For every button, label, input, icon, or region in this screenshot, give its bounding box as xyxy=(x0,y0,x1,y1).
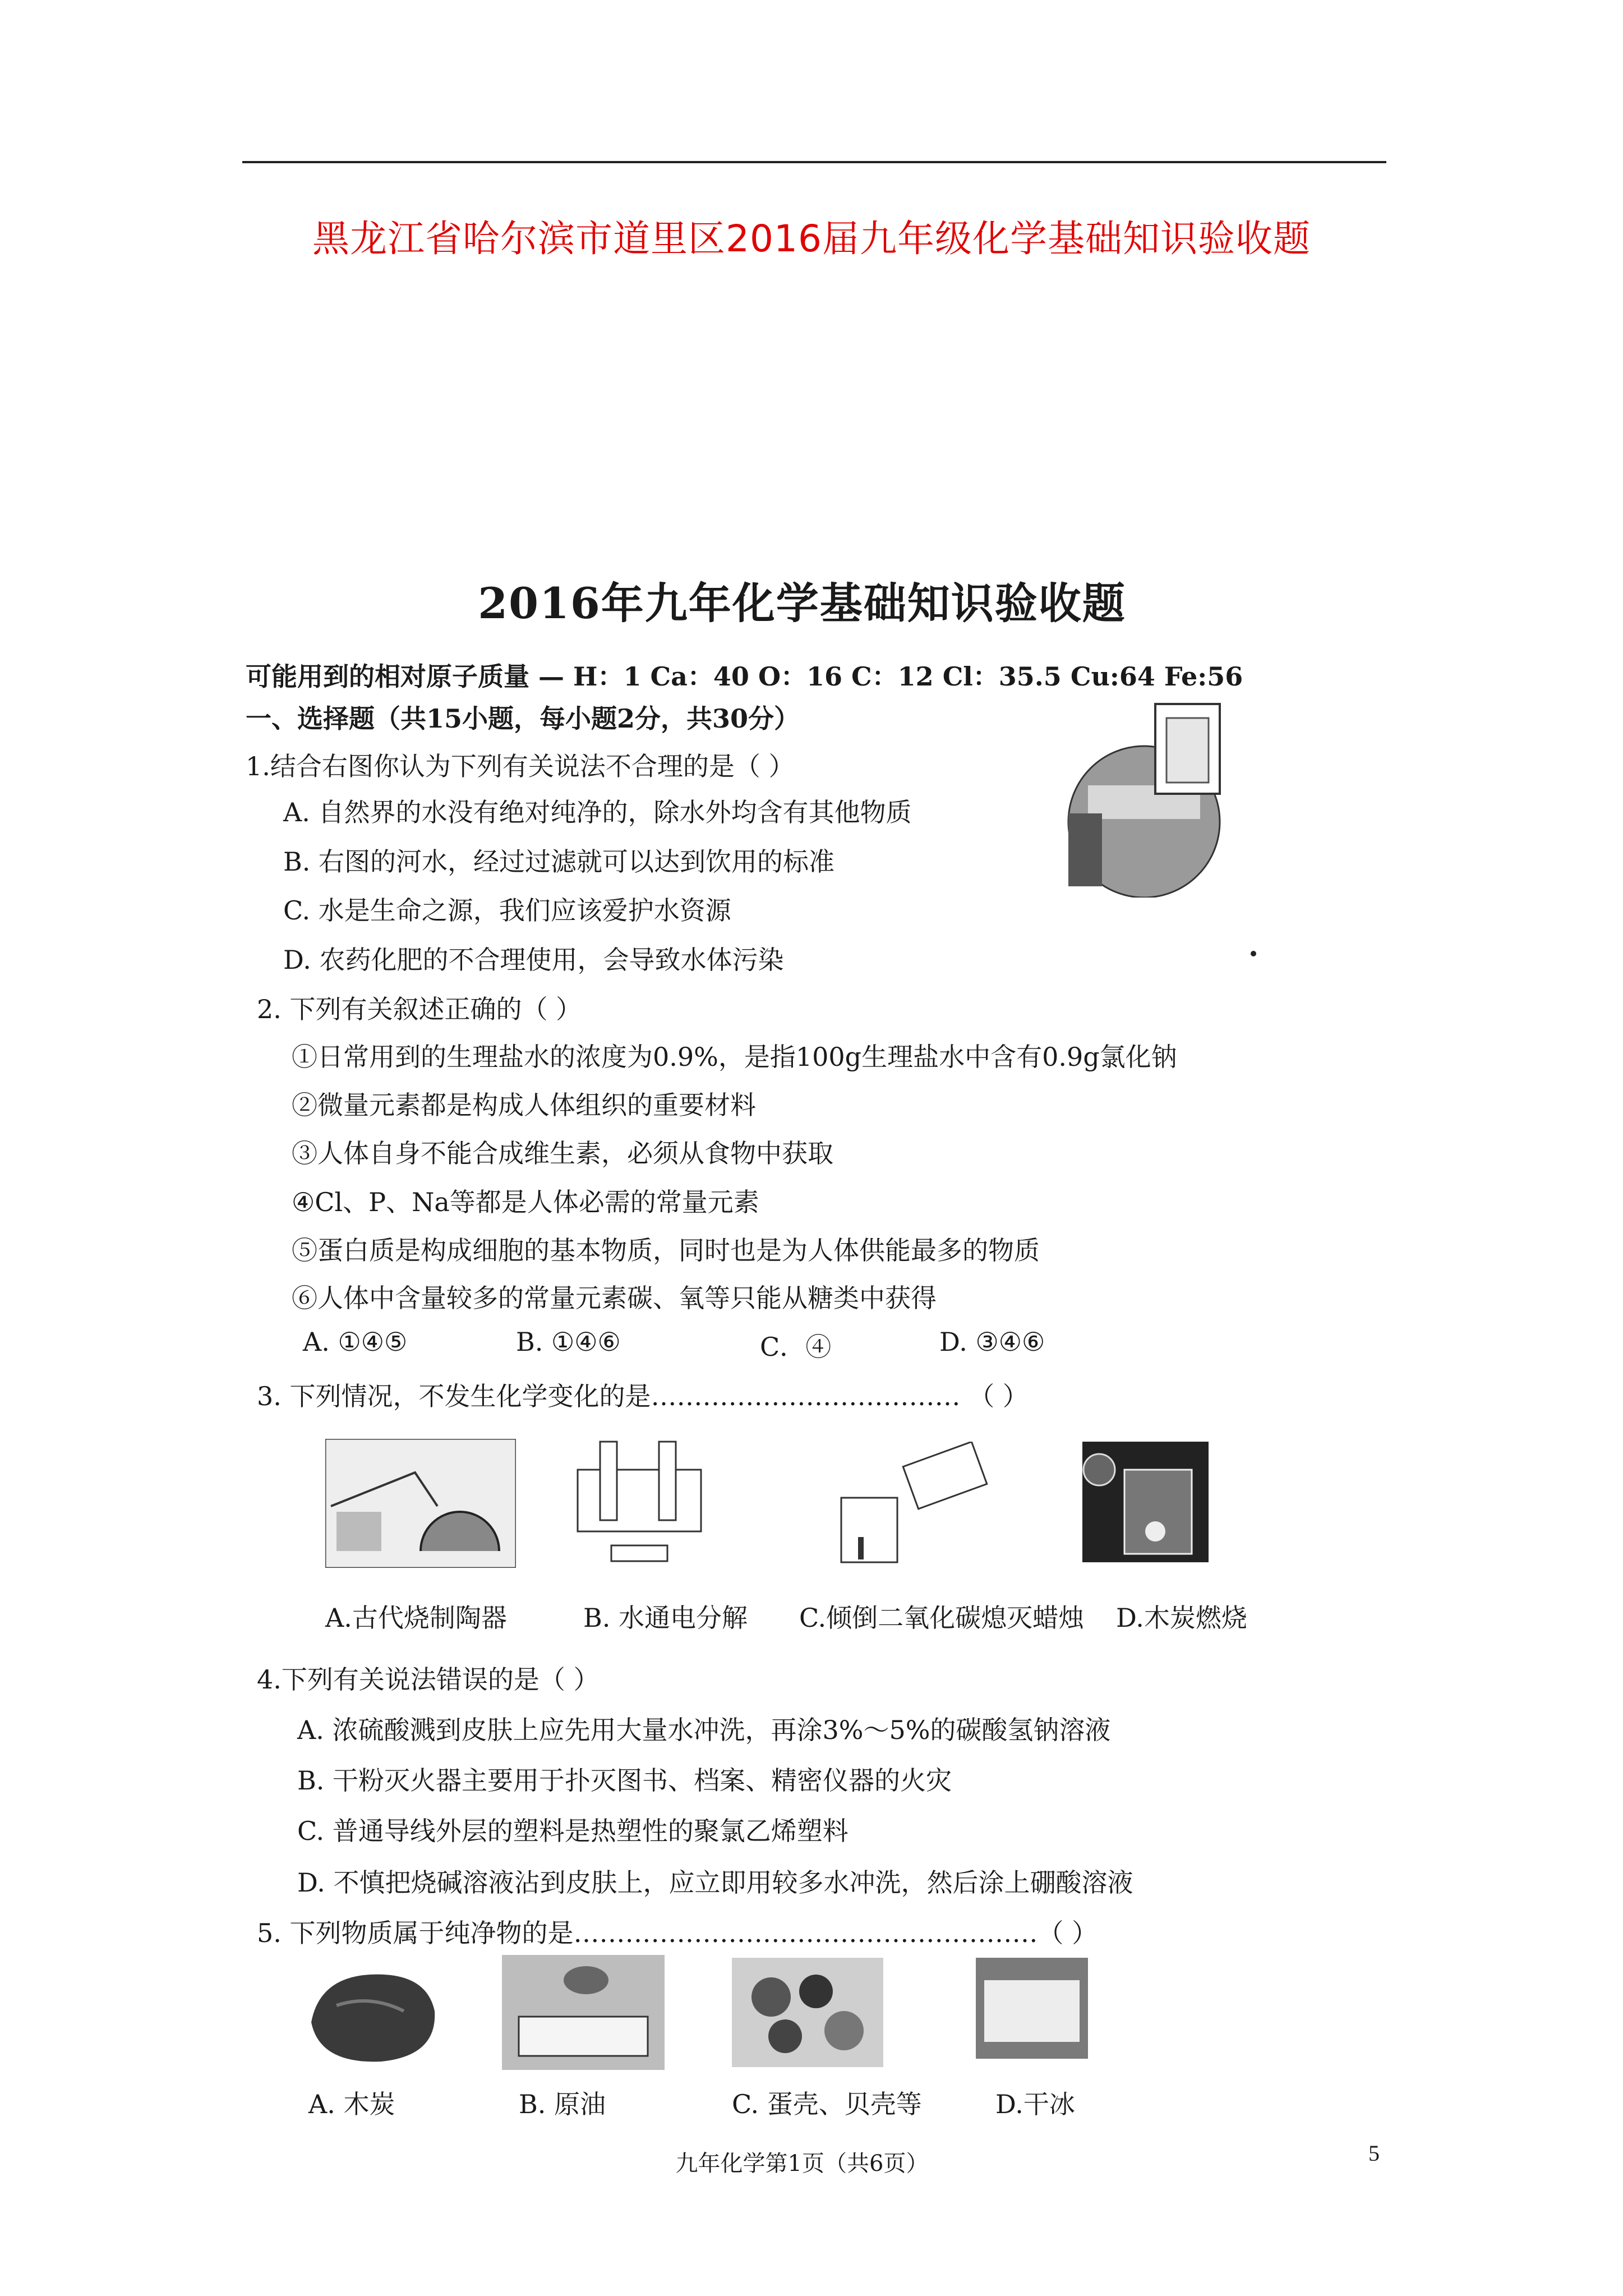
question-2-item-1: ①日常用到的生理盐水的浓度为0.9%，是指100g生理盐水中含有0.9g氯化钠 xyxy=(292,1042,1177,1072)
question-1-option-b: B. 右图的河水，经过过滤就可以达到饮用的标准 xyxy=(283,846,835,877)
question-2-stem: 2. 下列有关叙述正确的（ ） xyxy=(257,994,582,1024)
pouring-co2-image xyxy=(836,1442,993,1565)
section-heading: 一、选择题（共15小题，每小题2分，共30分） xyxy=(246,703,800,734)
question-2-item-2: ②微量元素都是构成人体组织的重要材料 xyxy=(292,1090,756,1120)
document-title: 黑龙江省哈尔滨市道里区2016届九年级化学基础知识验收题 xyxy=(312,217,1311,260)
question-5-caption-b: B. 原油 xyxy=(519,2089,606,2119)
atomic-masses: 可能用到的相对原子质量 — H：1 Ca：40 O：16 C：12 Cl：35.5 Cu:64 Fe:56 xyxy=(246,661,1243,692)
question-4-option-d: D. 不慎把烧碱溶液沾到皮肤上，应立即用较多水冲洗，然后涂上硼酸溶液 xyxy=(297,1867,1133,1898)
question-3-caption-a: A.古代烧制陶器 xyxy=(325,1603,507,1633)
question-5-stem: 5. 下列物质属于纯净物的是………………………………………………（ ） xyxy=(257,1918,1098,1948)
question-2-choice-d: D. ③④⑥ xyxy=(939,1327,1045,1357)
exam-page-footer: 九年化学第1页（共6页） xyxy=(675,2151,929,2177)
charcoal-image xyxy=(303,1961,443,2070)
question-3-caption-b: B. 水通电分解 xyxy=(583,1603,748,1633)
question-4-option-c: C. 普通导线外层的塑料是热塑性的聚氯乙烯塑料 xyxy=(297,1816,849,1846)
water-electrolysis-image xyxy=(566,1436,718,1565)
question-4-stem: 4.下列有关说法错误的是（ ） xyxy=(257,1664,600,1695)
dry-ice-image xyxy=(976,1958,1088,2059)
crude-oil-image xyxy=(502,1955,665,2070)
question-4-option-a: A. 浓硫酸溅到皮肤上应先用大量水冲洗，再涂3%～5%的碳酸氢钠溶液 xyxy=(297,1715,1111,1745)
scanned-exam-page xyxy=(241,264,1318,2177)
question-3-stem: 3. 下列情况，不发生化学变化的是……………………………… （ ） xyxy=(257,1381,1029,1411)
pottery-kiln-image xyxy=(325,1439,516,1568)
river-water-image xyxy=(1066,701,1234,898)
question-1-stem: 1.结合右图你认为下列有关说法不合理的是（ ） xyxy=(246,751,795,781)
page-number: 5 xyxy=(1368,2141,1380,2166)
charcoal-burning-image xyxy=(1071,1436,1211,1565)
question-5-caption-c: C. 蛋壳、贝壳等 xyxy=(732,2089,922,2119)
question-2-item-6: ⑥人体中含量较多的常量元素碳、氧等只能从糖类中获得 xyxy=(292,1283,937,1313)
question-1-option-a: A. 自然界的水没有绝对纯净的，除水外均含有其他物质 xyxy=(283,797,912,827)
question-3-caption-c: C.倾倒二氧化碳熄灭蜡烛 xyxy=(799,1603,1085,1633)
question-1-option-c: C. 水是生命之源，我们应该爱护水资源 xyxy=(283,895,731,926)
question-2-item-3: ③人体自身不能合成维生素，必须从食物中获取 xyxy=(292,1138,833,1168)
scan-speck xyxy=(1251,951,1256,956)
question-5-caption-d: D.干冰 xyxy=(995,2089,1075,2119)
question-4-option-b: B. 干粉灭火器主要用于扑灭图书、档案、精密仪器的火灾 xyxy=(297,1765,952,1796)
question-3-caption-d: D.木炭燃烧 xyxy=(1116,1603,1247,1633)
question-2-item-5: ⑤蛋白质是构成细胞的基本物质，同时也是为人体供能最多的物质 xyxy=(292,1235,1040,1266)
header-rule xyxy=(242,161,1386,163)
question-1-option-d: D. 农药化肥的不合理使用，会导致水体污染 xyxy=(283,945,784,975)
eggshell-seashell-image xyxy=(732,1958,883,2067)
question-2-choice-c: C．④ xyxy=(760,1332,832,1362)
question-2-choice-a: A. ①④⑤ xyxy=(303,1327,408,1357)
question-2-item-4: ④Cl、P、Na等都是人体必需的常量元素 xyxy=(292,1187,759,1217)
question-5-caption-a: A. 木炭 xyxy=(308,2089,395,2119)
exam-title: 2016年九年化学基础知识验收题 xyxy=(478,578,1126,628)
question-2-choice-b: B. ①④⑥ xyxy=(516,1327,621,1357)
